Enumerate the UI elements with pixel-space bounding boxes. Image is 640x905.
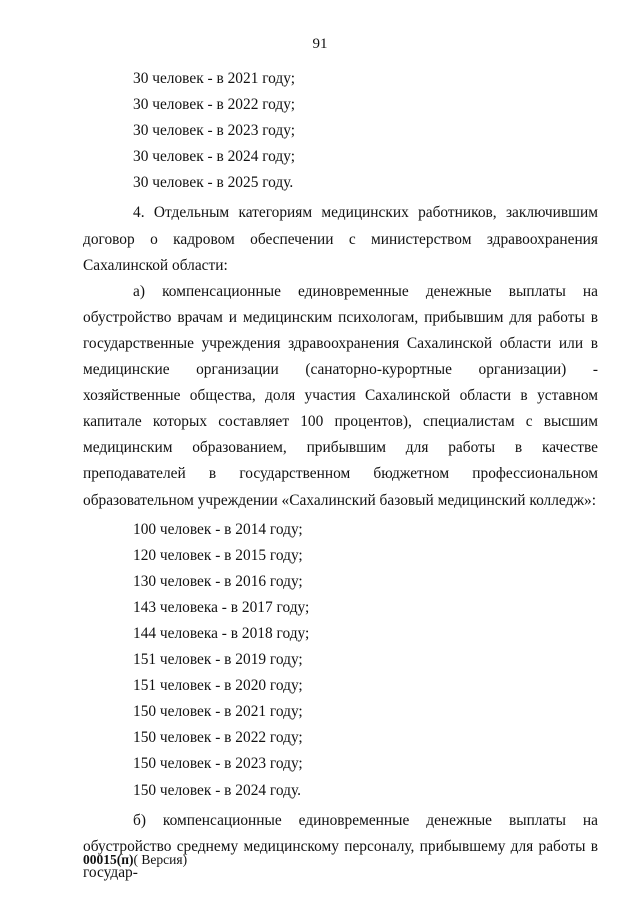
paragraph-4: 4. Отдельным категориям медицинских работников, заключившим договор о кадровом обеспечении с министерством здравоохранения Сахалинской области: [83, 204, 598, 274]
list-item: 150 человек - в 2023 году; [133, 755, 303, 773]
list-item: 130 человек - в 2016 году; [133, 572, 303, 590]
list-item: 30 человек - в 2023 году; [133, 122, 296, 140]
list-item: 143 человека - в 2017 году; [133, 598, 310, 616]
staff-count-list-2014-2024 [83, 517, 598, 804]
list-item: 151 человек - в 2020 году; [133, 677, 303, 695]
document-version: ( Версия) [133, 852, 188, 867]
list-item: 150 человек - в 2022 году; [133, 729, 303, 747]
document-body [83, 66, 598, 886]
list-item: 30 человек - в 2025 году. [133, 174, 294, 192]
list-item: 150 человек - в 2021 году; [133, 703, 303, 721]
list-item: 120 человек - в 2015 году; [133, 546, 303, 564]
list-item: 151 человек - в 2019 году; [133, 651, 303, 669]
list-item: 30 человек - в 2024 году; [133, 148, 296, 166]
staff-count-list-2021-2025 [83, 66, 598, 196]
paragraph-a: а) компенсационные единовременные денежные выплаты на обустройство врачам и медицинским психологам, прибывшим для работы в государственные учреждения здравоохранения Сахалинской области или в медицинские организации (санаторно-курортные организации) - хозяйственные общества, доля участия Сахалинской области в уставном капитале которых составляет 100 процентов), специалистам с высшим медицинским образованием, прибывшим для работы в качестве преподавателей в государственном бюджетном профессиональном образовательном учреждении «Сахалинский базовый медицинский колледж»: [83, 282, 598, 509]
document-code: 00015(п) [83, 852, 134, 867]
list-item: 30 человек - в 2021 году; [133, 70, 296, 87]
list-item: 150 человек - в 2024 году. [133, 781, 301, 799]
document-footer [83, 852, 187, 868]
list-item: 30 человек - в 2022 году; [133, 96, 296, 114]
list-item: 144 человека - в 2018 году; [133, 624, 310, 642]
list-item: 100 человек - в 2014 году; [133, 520, 303, 538]
paragraph-b: б) компенсационные единовременные денежные выплаты на обустройство среднему медицинскому персоналу, прибывшему для работы в государ- [83, 811, 598, 881]
page-number: 91 [312, 36, 328, 52]
